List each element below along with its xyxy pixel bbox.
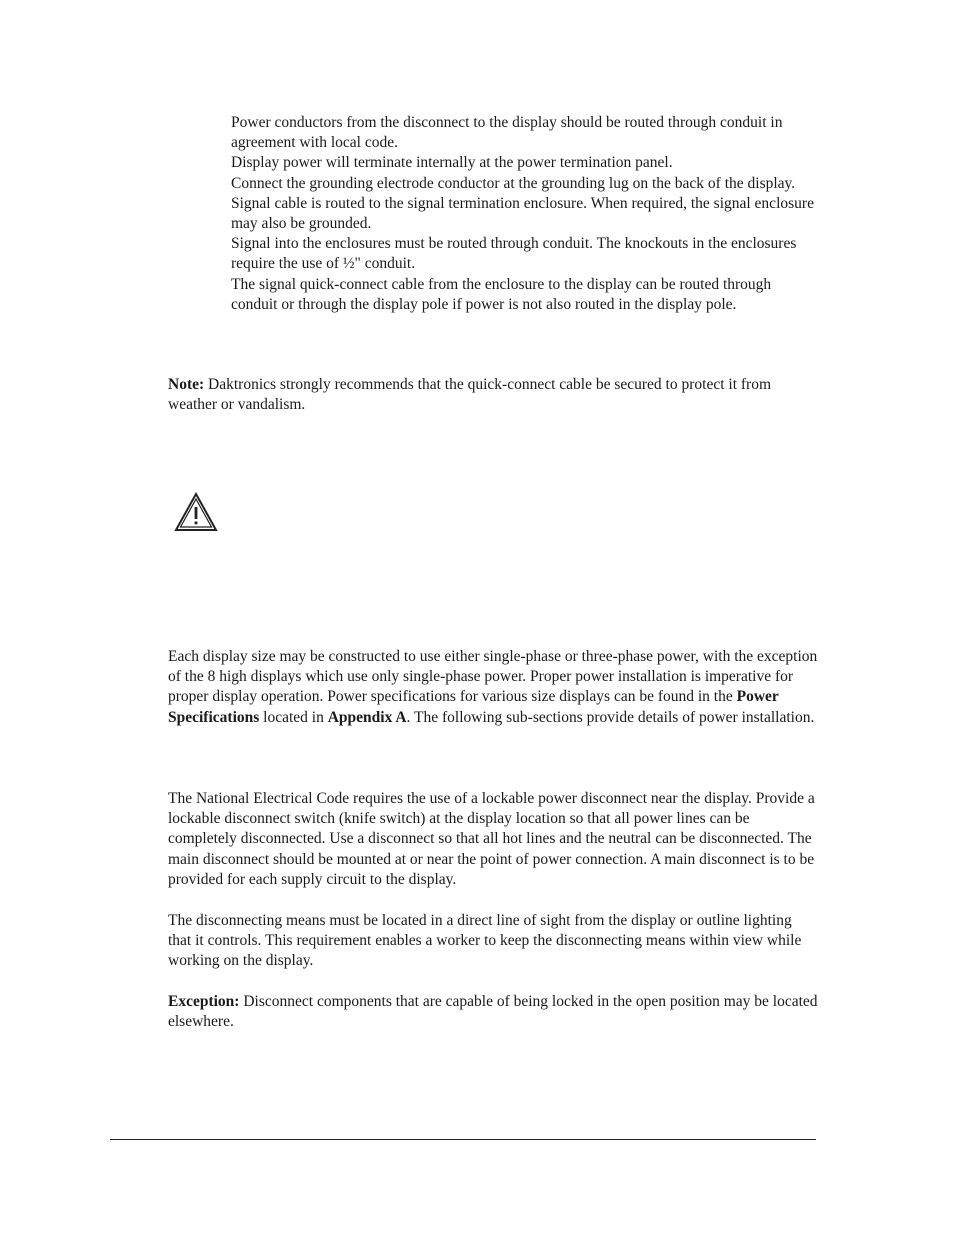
list-item: Power conductors from the disconnect to the display should be routed through conduit in agreement with local code. bbox=[231, 114, 783, 152]
power-installation-paragraph: Each display size may be constructed to use either single-phase or three-phase power, with the exception of the 8 high displays which use only single-phase power. Proper power installation is imperative for proper display operation. Power specifications for various size displays can be found in the Power Specifications located in Appendix A. The following sub-sections provide details of power installation. bbox=[168, 648, 818, 726]
exception-text: Disconnect components that are capable of being locked in the open position may be located elsewhere. bbox=[168, 993, 818, 1031]
line-of-sight-paragraph: The disconnecting means must be located in a direct line of sight from the display or outline lighting that it controls. This requirement enables a worker to keep the disconnecting means within view while working on the display. bbox=[168, 912, 802, 970]
warning-triangle-icon bbox=[174, 492, 218, 532]
exception-label: Exception: bbox=[168, 993, 240, 1010]
appendix-ref: Appendix A bbox=[327, 708, 407, 726]
disconnect-paragraph: The National Electrical Code requires the use of a lockable power disconnect near the display. Provide a lockable disconnect switch (knife switch) at the display location so that all power lines can be completely disconnected. Use a disconnect so that all hot lines and the neutral can be disconnected. The main disconnect should be mounted at or near the point of power connection. A main disconnect is to be provided for each supply circuit to the display. bbox=[168, 790, 815, 888]
note-label: Note: bbox=[168, 376, 205, 393]
list-item: The signal quick-connect cable from the enclosure to the display can be routed through conduit or through the display pole if power is not also routed in the display pole. bbox=[231, 275, 772, 313]
footer-rule bbox=[110, 1139, 816, 1140]
exception-paragraph bbox=[168, 992, 818, 1032]
power-specifications-ref: Power Specifications bbox=[168, 688, 779, 726]
list-item: Signal cable is routed to the signal termination enclosure. When required, the signal enclosure may also be grounded. bbox=[231, 194, 814, 233]
note-paragraph bbox=[168, 375, 818, 415]
list-item: Connect the grounding electrode conductor at the grounding lug on the back of the display. bbox=[231, 174, 796, 192]
list-item: Signal into the enclosures must be routed through conduit. The knockouts in the enclosures require the use of ½" conduit. bbox=[231, 235, 797, 273]
instruction-list bbox=[231, 113, 816, 315]
note-text: Daktronics strongly recommends that the quick-connect cable be secured to protect it from weather or vandalism. bbox=[168, 376, 772, 414]
list-item: Display power will terminate internally at the power termination panel. bbox=[231, 154, 673, 172]
